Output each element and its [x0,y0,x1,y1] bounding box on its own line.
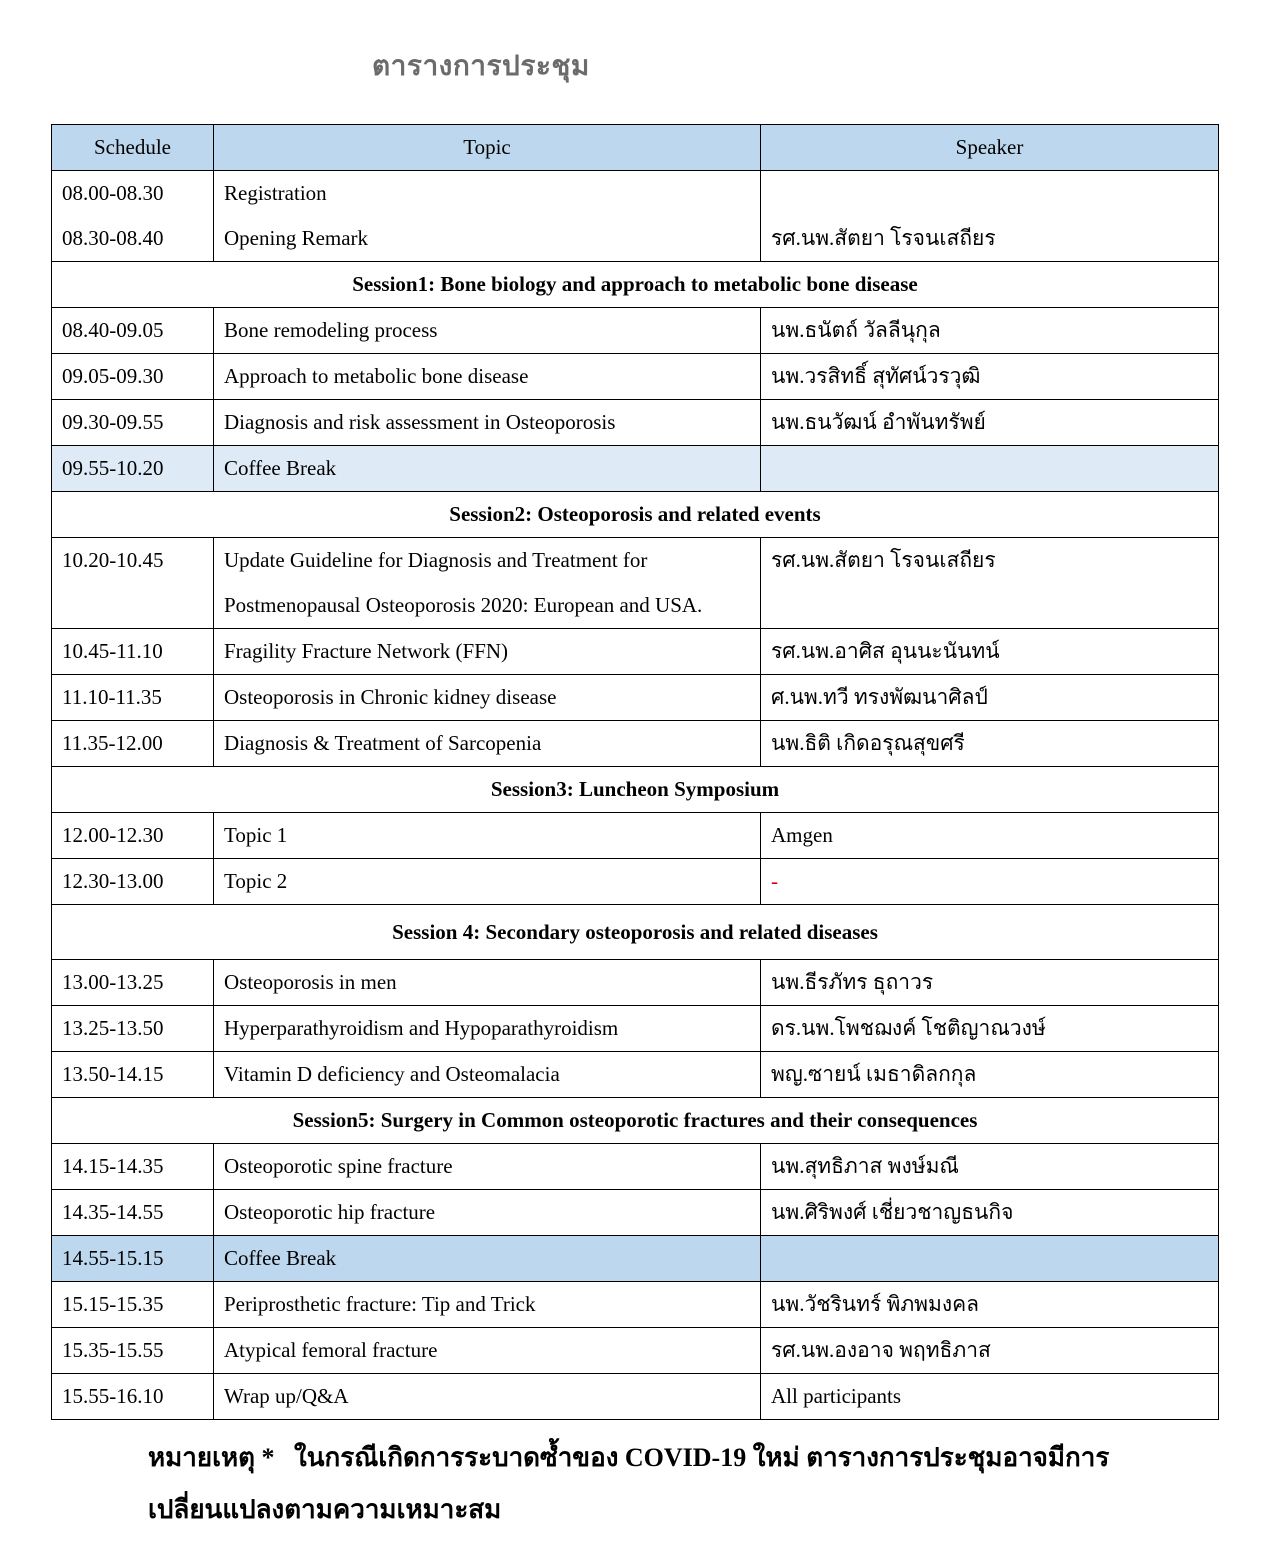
speaker-cell: พญ.ซายน์ เมธาดิลกกุล [761,1052,1219,1098]
speaker-cell: ศ.นพ.ทวี ทรงพัฒนาศิลป์ [761,675,1219,721]
time-cell: 09.05-09.30 [52,354,214,400]
table-row [52,859,1219,905]
table-row [52,813,1219,859]
time-cell: 15.35-15.55 [52,1328,214,1374]
header-speaker: Speaker [761,125,1219,171]
session-title: Session5: Surgery in Common osteoporotic fractures and their consequences [52,1098,1219,1144]
time-cell [52,171,214,262]
topic-cell: Vitamin D deficiency and Osteomalacia [214,1052,761,1098]
topic-cell: Hyperparathyroidism and Hypoparathyroidism [214,1006,761,1052]
topic-cell: Diagnosis and risk assessment in Osteoporosis [214,400,761,446]
speaker-opening: รศ.นพ.สัตยา โรจนเสถียร [771,226,996,250]
table-header-row [52,125,1219,171]
table-row [52,1190,1219,1236]
time-cell: 10.20-10.45 [52,538,214,629]
session-row [52,492,1219,538]
footnote-line-1: หมายเหตุ * ในกรณีเกิดการระบาดซ้ำของ COVID-19 ใหม่ ตารางการประชุมอาจมีการ [148,1443,1110,1472]
table-row [52,675,1219,721]
time-registration: 08.00-08.30 [62,181,164,205]
time-cell: 08.40-09.05 [52,308,214,354]
time-cell: 13.00-13.25 [52,960,214,1006]
table-row [52,960,1219,1006]
footnote [148,1432,1109,1536]
topic-cell: Osteoporosis in men [214,960,761,1006]
topic-cell: Bone remodeling process [214,308,761,354]
speaker-cell: ดร.นพ.โพชฌงค์ โชติญาณวงษ์ [761,1006,1219,1052]
schedule-table [51,124,1219,1420]
page-title: ตารางการประชุม [372,51,590,82]
time-cell: 13.50-14.15 [52,1052,214,1098]
header-schedule: Schedule [52,125,214,171]
topic-cell: Topic 2 [214,859,761,905]
topic-cell: Coffee Break [214,446,761,492]
topic-cell: Periprosthetic fracture: Tip and Trick [214,1282,761,1328]
table-row [52,171,1219,262]
speaker-cell [761,446,1219,492]
speaker-cell: รศ.นพ.สัตยา โรจนเสถียร [761,538,1219,629]
topic-cell: Coffee Break [214,1236,761,1282]
table-row [52,721,1219,767]
table-row [52,1374,1219,1420]
topic-opening: Opening Remark [224,226,369,250]
time-cell: 14.55-15.15 [52,1236,214,1282]
time-cell: 09.30-09.55 [52,400,214,446]
time-cell: 12.30-13.00 [52,859,214,905]
topic-cell [214,538,761,629]
time-cell: 11.35-12.00 [52,721,214,767]
speaker-cell: รศ.นพ.องอาจ พฤทธิภาส [761,1328,1219,1374]
session-row [52,767,1219,813]
time-cell: 11.10-11.35 [52,675,214,721]
table-row [52,629,1219,675]
table-row [52,1052,1219,1098]
speaker-cell: นพ.ศิริพงศ์ เชี่ยวชาญธนกิจ [761,1190,1219,1236]
time-opening: 08.30-08.40 [62,226,164,250]
session-row [52,905,1219,960]
topic-cell: Atypical femoral fracture [214,1328,761,1374]
table-row [52,538,1219,629]
topic-cell [214,171,761,262]
table-row [52,1328,1219,1374]
speaker-cell [761,171,1219,262]
speaker-cell: All participants [761,1374,1219,1420]
time-cell: 12.00-12.30 [52,813,214,859]
time-cell: 15.15-15.35 [52,1282,214,1328]
session-row [52,1098,1219,1144]
speaker-cell: นพ.ธนัตถ์ วัลลีนุกุล [761,308,1219,354]
speaker-cell: นพ.วรสิทธิ์ สุทัศน์วรวุฒิ [761,354,1219,400]
time-cell: 14.15-14.35 [52,1144,214,1190]
topic-cell: Wrap up/Q&A [214,1374,761,1420]
speaker-cell: Amgen [761,813,1219,859]
speaker-cell: รศ.นพ.อาศิส อุนนะนันทน์ [761,629,1219,675]
speaker-cell: - [761,859,1219,905]
table-row [52,354,1219,400]
session-title: Session1: Bone biology and approach to metabolic bone disease [52,262,1219,308]
topic-registration: Registration [224,181,327,205]
table-row [52,308,1219,354]
table-row [52,400,1219,446]
footnote-line-2: เปลี่ยนแปลงตามความเหมาะสม [148,1495,502,1524]
session-row [52,262,1219,308]
session-title: Session3: Luncheon Symposium [52,767,1219,813]
session-title: Session 4: Secondary osteoporosis and related diseases [52,905,1219,960]
speaker-cell: นพ.สุทธิภาส พงษ์มณี [761,1144,1219,1190]
speaker-cell: นพ.ธีรภัทร ธุถาวร [761,960,1219,1006]
session-title: Session2: Osteoporosis and related events [52,492,1219,538]
topic-cell: Osteoporotic spine fracture [214,1144,761,1190]
topic-cell: Approach to metabolic bone disease [214,354,761,400]
table-row [52,1144,1219,1190]
time-cell: 14.35-14.55 [52,1190,214,1236]
table-row [52,1006,1219,1052]
time-cell: 13.25-13.50 [52,1006,214,1052]
header-topic: Topic [214,125,761,171]
speaker-cell: นพ.ธนวัฒน์ อำพันทรัพย์ [761,400,1219,446]
time-cell: 09.55-10.20 [52,446,214,492]
topic-cell: Fragility Fracture Network (FFN) [214,629,761,675]
topic-cell: Topic 1 [214,813,761,859]
speaker-cell: นพ.ธิติ เกิดอรุณสุขศรี [761,721,1219,767]
speaker-cell [761,1236,1219,1282]
topic-cell: Osteoporosis in Chronic kidney disease [214,675,761,721]
time-cell: 15.55-16.10 [52,1374,214,1420]
speaker-cell: นพ.วัชรินทร์ พิภพมงคล [761,1282,1219,1328]
table-row [52,1282,1219,1328]
topic-cell: Diagnosis & Treatment of Sarcopenia [214,721,761,767]
topic-cell: Osteoporotic hip fracture [214,1190,761,1236]
coffee-break-row [52,446,1219,492]
time-cell: 10.45-11.10 [52,629,214,675]
topic-line-2: Postmenopausal Osteoporosis 2020: European and USA. [224,593,703,617]
topic-line-1: Update Guideline for Diagnosis and Treatment for [224,548,648,572]
coffee-break-row [52,1236,1219,1282]
